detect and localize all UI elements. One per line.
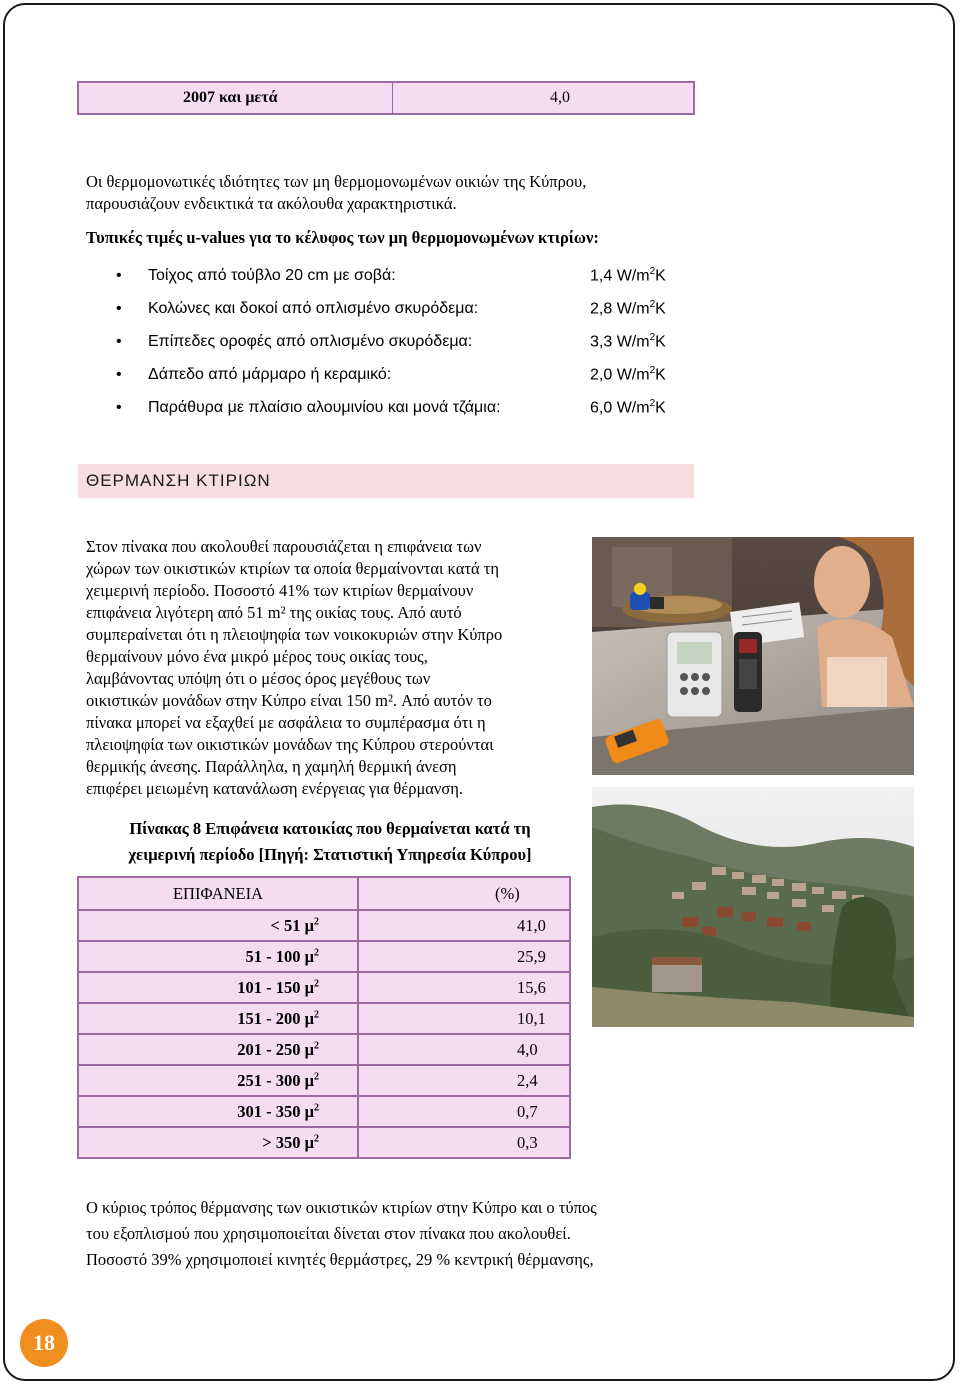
table-cell-pct: 0,7 [358, 1096, 570, 1127]
list-item [116, 325, 686, 358]
bullet-icon: • [116, 266, 122, 284]
list-item [116, 358, 686, 391]
photo-mountain-village [592, 787, 914, 1027]
table-row [78, 1127, 570, 1158]
body-line: πλειοψηφία των οικιστικών μονάδων της Κύπρου στερούνται [86, 735, 494, 754]
body-line: θερμαίνουν μόνο ένα μικρό μέρος τους οικίας τους, [86, 647, 428, 666]
table-caption [80, 816, 580, 868]
caption-line: χειμερινή περίοδο [Πηγή: Στατιστική Υπηρεσία Κύπρου] [128, 845, 532, 864]
table-row [78, 941, 570, 972]
table-header-row [78, 877, 570, 910]
intro-line: Οι θερμομονωτικές ιδιότητες των μη θερμομονωμένων οικιών της Κύπρου, [86, 172, 587, 191]
list-item [116, 391, 686, 424]
list-item-label: Επίπεδες οροφές από οπλισμένο σκυρόδεμα: [148, 332, 473, 350]
table-row [78, 1034, 570, 1065]
footer-paragraph [86, 1195, 686, 1273]
photo-student-measuring [592, 537, 914, 775]
table-cell-area: 51 - 100 $\mu^2$ [78, 941, 358, 972]
body-line: Στον πίνακα που ακολουθεί παρουσιάζεται η επιφάνεια των [86, 537, 482, 556]
body-line: λαμβάνοντας υπόψη ότι ο μέσος όρος μεγέθους των [86, 669, 431, 688]
table-cell-area: < 51 $\mu^2$ [78, 910, 358, 941]
body-line: πίνακα μπορεί να εξαχθεί με ασφάλεια το συμπέρασμα ότι η [86, 713, 486, 732]
top-table-row [77, 81, 695, 115]
list-item-label: Δάπεδο από μάρμαρο ή κεραμικό: [148, 365, 392, 383]
section-heading: ΘΕΡΜΑΝΣΗ ΚΤΙΡΙΩΝ [78, 464, 694, 498]
bullet-icon: • [116, 332, 122, 350]
table-cell-area: 151 - 200 $\mu^2$ [78, 1003, 358, 1034]
uvalues-heading: Τυπικές τιμές u-values για το κέλυφος των μη θερμομονωμένων κτιρίων: [86, 228, 599, 247]
bullet-icon: • [116, 299, 122, 317]
list-item-label: Παράθυρα με πλαίσιο αλουμινίου και μονά τζάμια: [148, 398, 501, 416]
intro-line: παρουσιάζουν ενδεικτικά τα ακόλουθα χαρακτηριστικά. [86, 194, 457, 213]
table-header-area: ΕΠΙΦΑΝΕΙΑ [78, 877, 358, 910]
table-cell-pct: 4,0 [358, 1034, 570, 1065]
list-item [116, 259, 686, 292]
body-line: χώρων των οικιστικών κτιρίων τα οποία θερμαίνονται κατά τη [86, 559, 500, 578]
table-cell-pct: 41,0 [358, 910, 570, 941]
top-table-value: 4,0 [550, 89, 570, 106]
footer-line: Ο κύριος τρόπος θέρμανσης των οικιστικών κτιρίων στην Κύπρο και ο τύπος [86, 1198, 597, 1217]
table-row [78, 1065, 570, 1096]
list-item-label: Τοίχος από τούβλο 20 cm με σοβά: [148, 266, 396, 284]
table-cell-area: > 350 $\mu^2$ [78, 1127, 358, 1158]
table-cell-pct: 15,6 [358, 972, 570, 1003]
table-row [78, 1096, 570, 1127]
body-line: θερμικής άνεσης. Παράλληλα, η χαμηλή θερμική άνεση [86, 757, 457, 776]
body-paragraph [86, 536, 574, 800]
list-item [116, 292, 686, 325]
table-cell-pct: 25,9 [358, 941, 570, 972]
bullet-icon: • [116, 398, 122, 416]
table-cell-area: 201 - 250 $\mu^2$ [78, 1034, 358, 1065]
intro-paragraph [86, 171, 696, 215]
table-cell-pct: 2,4 [358, 1065, 570, 1096]
table-cell-area: 301 - 350 $\mu^2$ [78, 1096, 358, 1127]
table-row [78, 972, 570, 1003]
body-line: επιφάνεια λιγότερη από 51 m² της οικίας τους. Από αυτό [86, 603, 462, 622]
body-line: επιφέρει μειωμένη κατανάλωση ενέργειας για θέρμανση. [86, 779, 464, 798]
body-line: συμπεραίνεται ότι η πλειοψηφία των νοικοκυριών στην Κύπρο [86, 625, 503, 644]
body-line: χειμερινή περίοδο. Ποσοστό 41% των κτιρίων θερμαίνουν [86, 581, 474, 600]
table-cell-area: 251 - 300 $\mu^2$ [78, 1065, 358, 1096]
footer-line: του εξοπλισμού που χρησιμοποιείται δίνεται στον πίνακα που ακολουθεί. [86, 1224, 571, 1243]
table-row [78, 1003, 570, 1034]
uvalues-list [116, 259, 686, 424]
table-cell-area: 101 - 150 $\mu^2$ [78, 972, 358, 1003]
page-number-badge: 18 [20, 1319, 68, 1367]
heated-area-table [77, 876, 571, 1159]
table-cell-pct: 10,1 [358, 1003, 570, 1034]
list-item-value: 2,0 $W/m^2K$ [590, 364, 666, 384]
body-line: οικιστικών μονάδων στην Κύπρο είναι 150 m². Από αυτόν το [86, 691, 492, 710]
list-item-value: 3,3 $W/m^2K$ [590, 331, 666, 351]
list-item-label: Κολώνες και δοκοί από οπλισμένο σκυρόδεμα: [148, 299, 479, 317]
list-item-value: 6,0 $W/m^2K$ [590, 397, 666, 417]
table-row [78, 910, 570, 941]
table-header-pct: (%) [358, 877, 570, 910]
footer-line: Ποσοστό 39% χρησιμοποιεί κινητές θερμάστρες, 29 % κεντρική θέρμανσης, [86, 1250, 594, 1269]
list-item-value: 1,4 $W/m^2K$ [590, 265, 666, 285]
table-cell-pct: 0,3 [358, 1127, 570, 1158]
list-item-value: 2,8 $W/m^2K$ [590, 298, 666, 318]
top-table-year: 2007 και μετά [79, 83, 393, 113]
caption-line: Πίνακας 8 Επιφάνεια κατοικίας που θερμαίνεται κατά τη [129, 819, 531, 838]
bullet-icon: • [116, 365, 122, 383]
